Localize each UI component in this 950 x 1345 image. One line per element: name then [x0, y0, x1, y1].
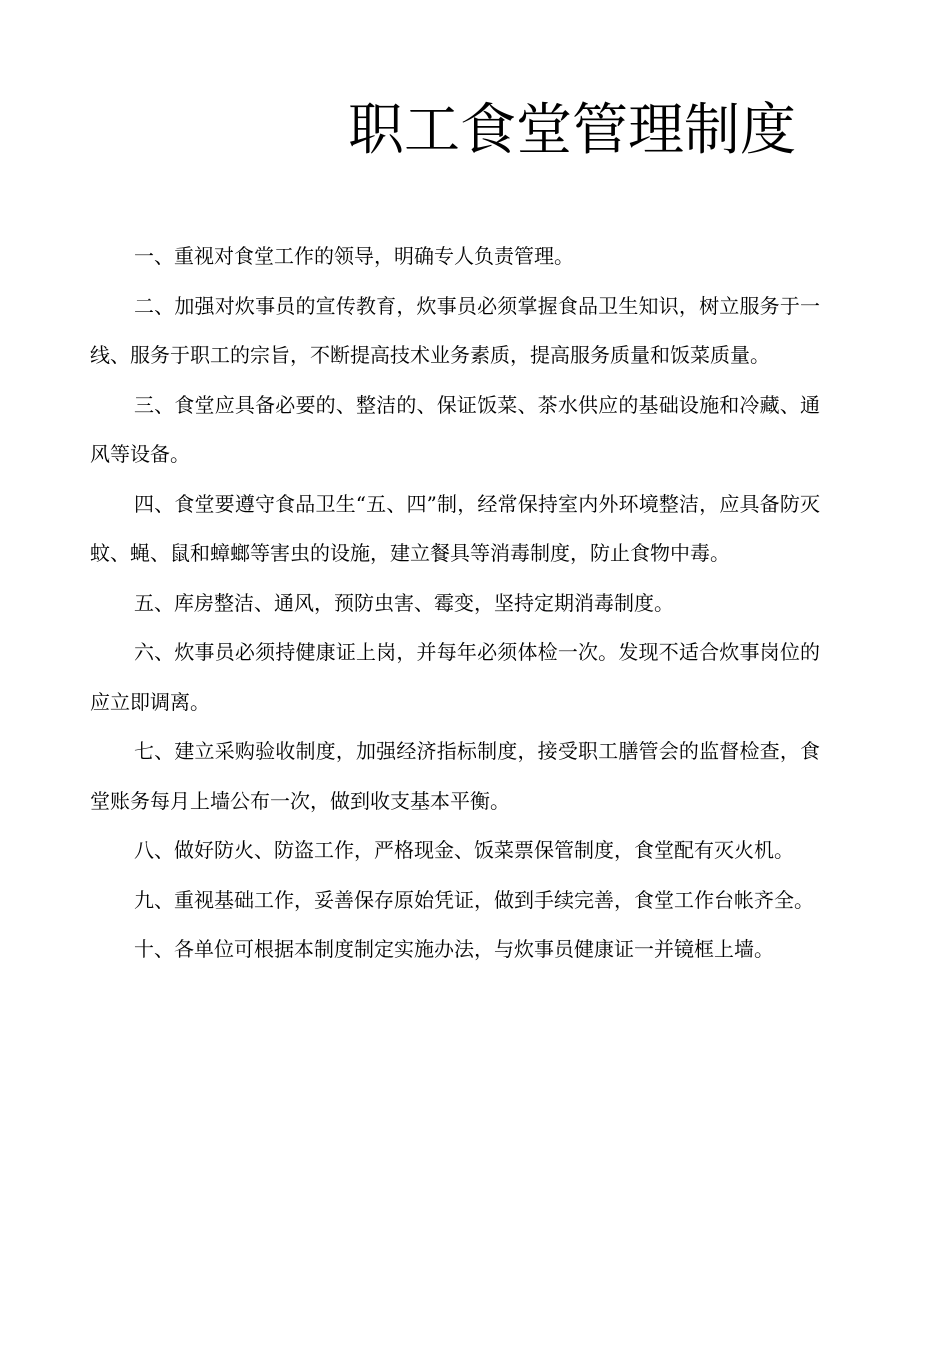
clause-9: 九、重视基础工作，妥善保存原始凭证，做到手续完善，食堂工作台帐齐全。: [134, 887, 814, 912]
clause-6: 六、炊事员必须持健康证上岗，并每年必须体检一次。发现不适合炊事岗位的应立即调离。: [90, 640, 820, 714]
document-title: 职工食堂管理制度: [348, 98, 796, 163]
clause-7: 七、建立采购验收制度，加强经济指标制度，接受职工膳管会的监督检查，食堂账务每月上墙公布一次，做到收支基本平衡。: [90, 739, 820, 813]
clause-2: 二、加强对炊事员的宣传教育，炊事员必须掌握食品卫生知识，树立服务于一线、服务于职工的宗旨，不断提高技术业务素质，提高服务质量和饭菜质量。: [90, 293, 820, 367]
clause-10: 十、各单位可根据本制度制定实施办法，与炊事员健康证一并镜框上墙。: [134, 937, 774, 961]
clause-4: 四、食堂要遵守食品卫生“五、四”制，经常保持室内外环境整洁，应具备防灭蚊、蝇、鼠和蟑螂等害虫的设施，建立餐具等消毒制度，防止食物中毒。: [90, 491, 820, 565]
clause-1: 一、重视对食堂工作的领导，明确专人负责管理。: [134, 244, 574, 268]
clause-5: 五、库房整洁、通风，预防虫害、霉变，坚持定期消毒制度。: [134, 590, 674, 615]
clause-3: 三、食堂应具备必要的、整洁的、保证饭菜、茶水供应的基础设施和冷藏、通风等设备。: [90, 392, 820, 466]
clause-8: 八、做好防火、防盗工作，严格现金、饭菜票保管制度，食堂配有灭火机。: [134, 838, 794, 862]
clause-list: [90, 232, 820, 975]
